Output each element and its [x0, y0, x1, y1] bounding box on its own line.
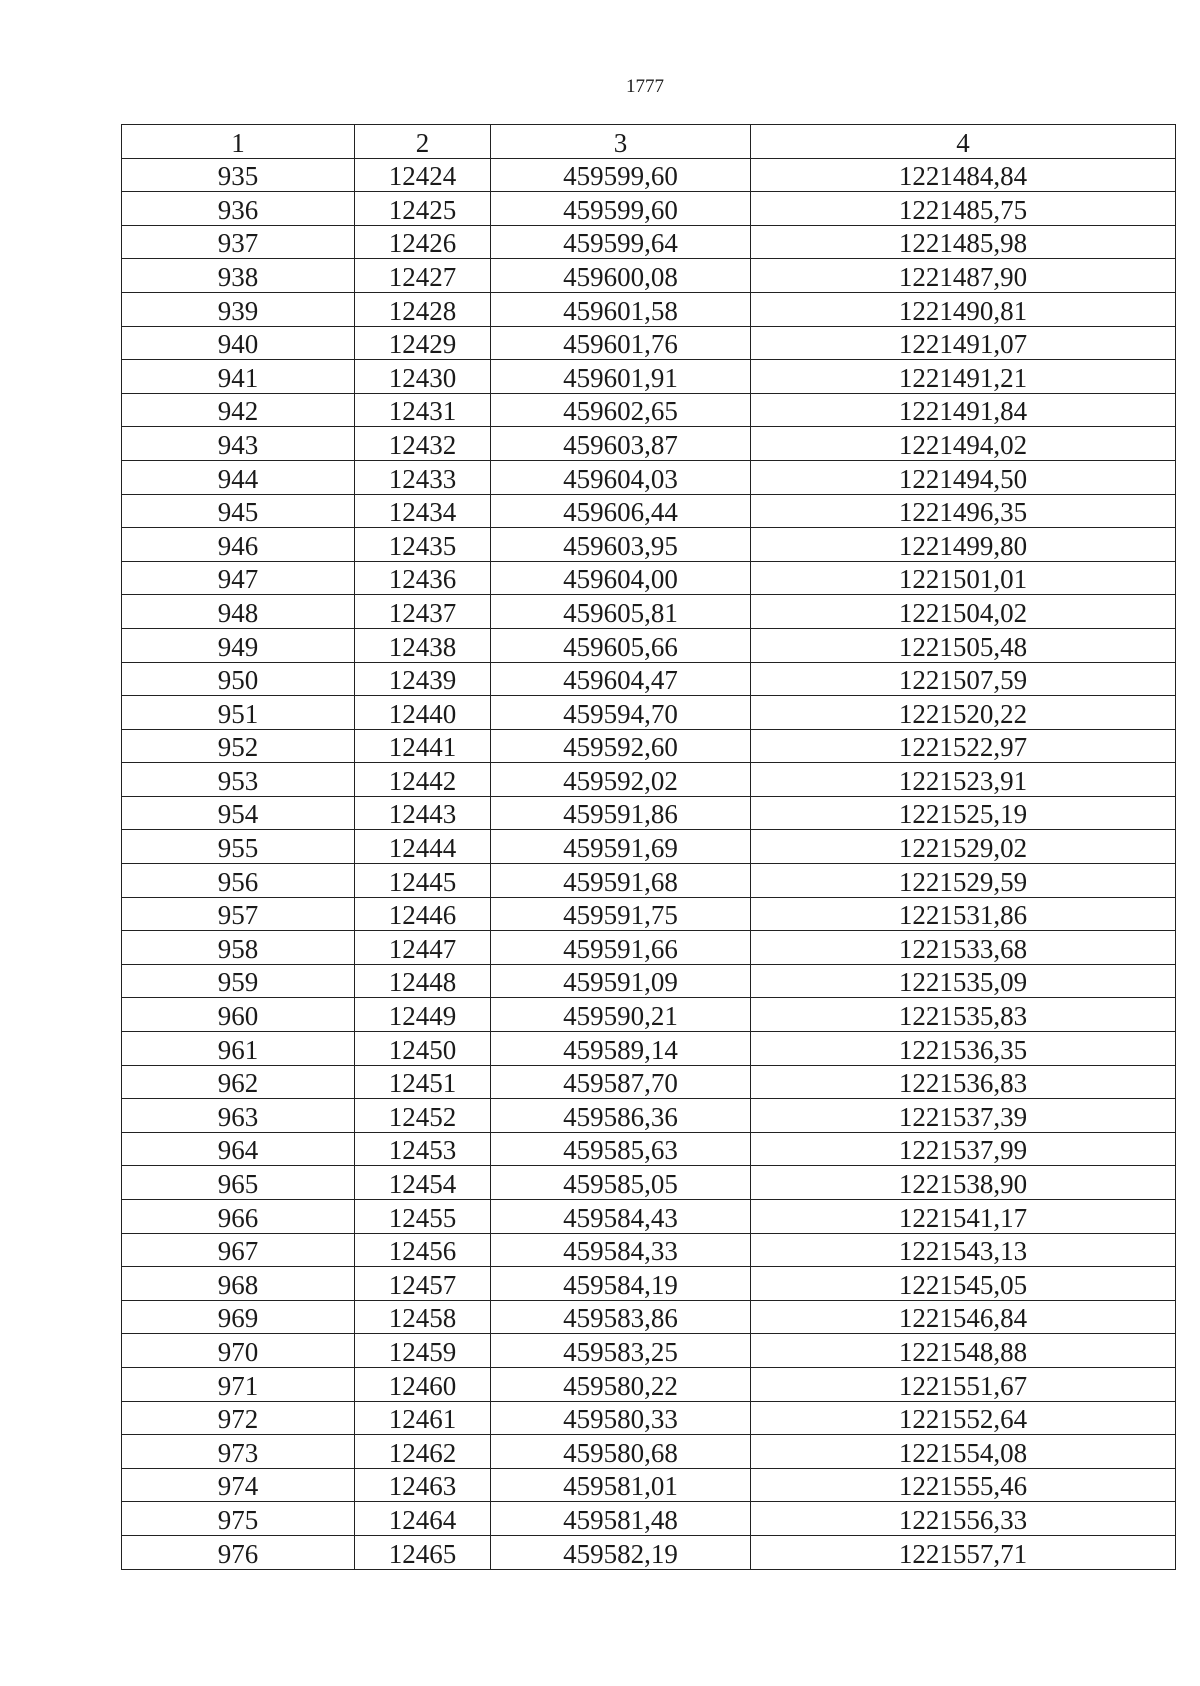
table-cell-col-3: 459606,44 — [491, 494, 751, 528]
table-cell-col-1: 953 — [122, 763, 355, 797]
table-row — [122, 729, 1176, 763]
table-row — [122, 259, 1176, 293]
table-cell-col-3: 459591,75 — [491, 897, 751, 931]
table-cell-col-4: 1221551,67 — [751, 1367, 1176, 1401]
table-cell-col-3: 459580,22 — [491, 1367, 751, 1401]
table-cell-col-2: 12440 — [355, 696, 491, 730]
table-row — [122, 763, 1176, 797]
table-cell-col-2: 12437 — [355, 595, 491, 629]
table-cell-col-1: 945 — [122, 494, 355, 528]
table-cell-col-4: 1221507,59 — [751, 662, 1176, 696]
table-row — [122, 1300, 1176, 1334]
table-cell-col-4: 1221525,19 — [751, 796, 1176, 830]
table-cell-col-4: 1221520,22 — [751, 696, 1176, 730]
table-cell-col-4: 1221536,83 — [751, 1065, 1176, 1099]
table-cell-col-1: 947 — [122, 561, 355, 595]
table-cell-col-2: 12463 — [355, 1468, 491, 1502]
column-header-4: 4 — [751, 125, 1176, 159]
table-cell-col-1: 973 — [122, 1435, 355, 1469]
table-cell-col-4: 1221533,68 — [751, 931, 1176, 965]
table-cell-col-2: 12456 — [355, 1233, 491, 1267]
table-cell-col-3: 459585,05 — [491, 1166, 751, 1200]
table-cell-col-3: 459603,95 — [491, 528, 751, 562]
table-cell-col-1: 958 — [122, 931, 355, 965]
page-number: 1777 — [626, 76, 664, 97]
table-cell-col-3: 459605,66 — [491, 628, 751, 662]
table-row — [122, 1435, 1176, 1469]
column-header-3: 3 — [491, 125, 751, 159]
table-cell-col-3: 459591,69 — [491, 830, 751, 864]
table-cell-col-3: 459601,91 — [491, 360, 751, 394]
table-cell-col-4: 1221537,99 — [751, 1132, 1176, 1166]
table-cell-col-2: 12435 — [355, 528, 491, 562]
table-cell-col-1: 946 — [122, 528, 355, 562]
table-cell-col-4: 1221554,08 — [751, 1435, 1176, 1469]
table-cell-col-4: 1221541,17 — [751, 1200, 1176, 1234]
table-cell-col-2: 12430 — [355, 360, 491, 394]
table-cell-col-1: 950 — [122, 662, 355, 696]
table-cell-col-2: 12446 — [355, 897, 491, 931]
table-cell-col-3: 459581,48 — [491, 1502, 751, 1536]
table-row — [122, 326, 1176, 360]
table-cell-col-1: 960 — [122, 998, 355, 1032]
table-cell-col-3: 459604,47 — [491, 662, 751, 696]
table-cell-col-1: 942 — [122, 393, 355, 427]
table-row — [122, 292, 1176, 326]
table-row — [122, 595, 1176, 629]
table-cell-col-3: 459600,08 — [491, 259, 751, 293]
table-cell-col-1: 955 — [122, 830, 355, 864]
table-cell-col-1: 968 — [122, 1267, 355, 1301]
table-cell-col-2: 12436 — [355, 561, 491, 595]
table-cell-col-4: 1221491,07 — [751, 326, 1176, 360]
table-row — [122, 158, 1176, 192]
table-cell-col-3: 459581,01 — [491, 1468, 751, 1502]
table-cell-col-3: 459587,70 — [491, 1065, 751, 1099]
table-cell-col-4: 1221522,97 — [751, 729, 1176, 763]
table-cell-col-1: 938 — [122, 259, 355, 293]
table-cell-col-2: 12452 — [355, 1099, 491, 1133]
table-cell-col-2: 12454 — [355, 1166, 491, 1200]
table-cell-col-1: 963 — [122, 1099, 355, 1133]
table-cell-col-3: 459591,09 — [491, 964, 751, 998]
table-cell-col-1: 941 — [122, 360, 355, 394]
table-cell-col-2: 12424 — [355, 158, 491, 192]
table-cell-col-4: 1221529,59 — [751, 864, 1176, 898]
table-cell-col-4: 1221494,50 — [751, 460, 1176, 494]
table-cell-col-3: 459584,43 — [491, 1200, 751, 1234]
table-cell-col-4: 1221535,09 — [751, 964, 1176, 998]
table-cell-col-1: 948 — [122, 595, 355, 629]
table-cell-col-2: 12448 — [355, 964, 491, 998]
table-row — [122, 897, 1176, 931]
table-cell-col-4: 1221485,98 — [751, 225, 1176, 259]
table-cell-col-1: 974 — [122, 1468, 355, 1502]
table-cell-col-2: 12428 — [355, 292, 491, 326]
table-cell-col-4: 1221487,90 — [751, 259, 1176, 293]
table-cell-col-3: 459592,02 — [491, 763, 751, 797]
table-cell-col-2: 12465 — [355, 1535, 491, 1569]
table-row — [122, 696, 1176, 730]
table-header-row — [122, 125, 1176, 159]
table-cell-col-3: 459586,36 — [491, 1099, 751, 1133]
table-cell-col-3: 459580,68 — [491, 1435, 751, 1469]
table-cell-col-2: 12429 — [355, 326, 491, 360]
table-cell-col-4: 1221499,80 — [751, 528, 1176, 562]
table-cell-col-2: 12461 — [355, 1401, 491, 1435]
table-cell-col-4: 1221505,48 — [751, 628, 1176, 662]
table-row — [122, 460, 1176, 494]
table-cell-col-3: 459583,86 — [491, 1300, 751, 1334]
table-cell-col-4: 1221536,35 — [751, 1032, 1176, 1066]
table-cell-col-4: 1221491,21 — [751, 360, 1176, 394]
table-cell-col-1: 957 — [122, 897, 355, 931]
table-row — [122, 561, 1176, 595]
table-row — [122, 628, 1176, 662]
table-row — [122, 1200, 1176, 1234]
table-cell-col-2: 12432 — [355, 427, 491, 461]
table-cell-col-1: 975 — [122, 1502, 355, 1536]
table-row — [122, 393, 1176, 427]
table-cell-col-1: 943 — [122, 427, 355, 461]
table-row — [122, 1065, 1176, 1099]
table-cell-col-1: 972 — [122, 1401, 355, 1435]
table-cell-col-3: 459592,60 — [491, 729, 751, 763]
table-cell-col-4: 1221546,84 — [751, 1300, 1176, 1334]
table-row — [122, 494, 1176, 528]
table-row — [122, 1166, 1176, 1200]
table-cell-col-3: 459591,86 — [491, 796, 751, 830]
table-row — [122, 1367, 1176, 1401]
table-cell-col-4: 1221548,88 — [751, 1334, 1176, 1368]
table-cell-col-3: 459599,64 — [491, 225, 751, 259]
table-cell-col-3: 459580,33 — [491, 1401, 751, 1435]
table-cell-col-2: 12455 — [355, 1200, 491, 1234]
table-cell-col-2: 12444 — [355, 830, 491, 864]
table-cell-col-4: 1221496,35 — [751, 494, 1176, 528]
table-cell-col-2: 12462 — [355, 1435, 491, 1469]
table-row — [122, 864, 1176, 898]
table-row — [122, 662, 1176, 696]
table-cell-col-3: 459605,81 — [491, 595, 751, 629]
table-cell-col-4: 1221537,39 — [751, 1099, 1176, 1133]
table-cell-col-4: 1221484,84 — [751, 158, 1176, 192]
table-cell-col-2: 12464 — [355, 1502, 491, 1536]
table-cell-col-3: 459584,19 — [491, 1267, 751, 1301]
table-cell-col-1: 937 — [122, 225, 355, 259]
table-row — [122, 1334, 1176, 1368]
table-row — [122, 931, 1176, 965]
table-cell-col-3: 459599,60 — [491, 192, 751, 226]
table-cell-col-3: 459582,19 — [491, 1535, 751, 1569]
table-cell-col-2: 12427 — [355, 259, 491, 293]
table-cell-col-2: 12450 — [355, 1032, 491, 1066]
table-cell-col-1: 961 — [122, 1032, 355, 1066]
table-row — [122, 1535, 1176, 1569]
table-cell-col-1: 959 — [122, 964, 355, 998]
table-row — [122, 796, 1176, 830]
table-cell-col-2: 12453 — [355, 1132, 491, 1166]
table-cell-col-3: 459602,65 — [491, 393, 751, 427]
table-cell-col-2: 12451 — [355, 1065, 491, 1099]
table-cell-col-1: 940 — [122, 326, 355, 360]
table-row — [122, 1267, 1176, 1301]
table-row — [122, 830, 1176, 864]
table-cell-col-1: 976 — [122, 1535, 355, 1569]
table-cell-col-3: 459599,60 — [491, 158, 751, 192]
table-cell-col-2: 12445 — [355, 864, 491, 898]
table-row — [122, 1233, 1176, 1267]
table-cell-col-2: 12431 — [355, 393, 491, 427]
table-cell-col-3: 459603,87 — [491, 427, 751, 461]
table-body — [122, 158, 1176, 1569]
table-cell-col-2: 12449 — [355, 998, 491, 1032]
table-cell-col-2: 12459 — [355, 1334, 491, 1368]
table-cell-col-1: 951 — [122, 696, 355, 730]
table-cell-col-1: 956 — [122, 864, 355, 898]
table-cell-col-4: 1221545,05 — [751, 1267, 1176, 1301]
table-cell-col-2: 12443 — [355, 796, 491, 830]
table-cell-col-4: 1221485,75 — [751, 192, 1176, 226]
table-cell-col-3: 459591,66 — [491, 931, 751, 965]
table-cell-col-2: 12438 — [355, 628, 491, 662]
column-header-1: 1 — [122, 125, 355, 159]
table-cell-col-4: 1221555,46 — [751, 1468, 1176, 1502]
table-cell-col-1: 970 — [122, 1334, 355, 1368]
table-cell-col-2: 12433 — [355, 460, 491, 494]
table-cell-col-1: 935 — [122, 158, 355, 192]
table-cell-col-2: 12425 — [355, 192, 491, 226]
table-cell-col-3: 459589,14 — [491, 1032, 751, 1066]
table-row — [122, 964, 1176, 998]
table-cell-col-1: 964 — [122, 1132, 355, 1166]
table-cell-col-4: 1221543,13 — [751, 1233, 1176, 1267]
table-cell-col-3: 459594,70 — [491, 696, 751, 730]
table-cell-col-4: 1221504,02 — [751, 595, 1176, 629]
table-cell-col-1: 954 — [122, 796, 355, 830]
table-cell-col-3: 459601,58 — [491, 292, 751, 326]
table-cell-col-2: 12426 — [355, 225, 491, 259]
table-cell-col-3: 459585,63 — [491, 1132, 751, 1166]
table-cell-col-1: 969 — [122, 1300, 355, 1334]
table-cell-col-4: 1221552,64 — [751, 1401, 1176, 1435]
table-cell-col-3: 459584,33 — [491, 1233, 751, 1267]
table-row — [122, 1032, 1176, 1066]
table-cell-col-3: 459604,03 — [491, 460, 751, 494]
table-cell-col-4: 1221523,91 — [751, 763, 1176, 797]
table-cell-col-4: 1221494,02 — [751, 427, 1176, 461]
table-cell-col-1: 944 — [122, 460, 355, 494]
table-cell-col-1: 952 — [122, 729, 355, 763]
table-cell-col-1: 949 — [122, 628, 355, 662]
table-cell-col-2: 12442 — [355, 763, 491, 797]
table-row — [122, 1099, 1176, 1133]
table-cell-col-3: 459601,76 — [491, 326, 751, 360]
table-cell-col-3: 459583,25 — [491, 1334, 751, 1368]
table-cell-col-4: 1221490,81 — [751, 292, 1176, 326]
table-cell-col-4: 1221557,71 — [751, 1535, 1176, 1569]
table-row — [122, 360, 1176, 394]
table-row — [122, 225, 1176, 259]
table-row — [122, 1502, 1176, 1536]
table-row — [122, 427, 1176, 461]
table-row — [122, 192, 1176, 226]
table-cell-col-2: 12434 — [355, 494, 491, 528]
table-cell-col-1: 967 — [122, 1233, 355, 1267]
table-cell-col-1: 939 — [122, 292, 355, 326]
table-cell-col-3: 459590,21 — [491, 998, 751, 1032]
table-cell-col-1: 971 — [122, 1367, 355, 1401]
table-cell-col-2: 12458 — [355, 1300, 491, 1334]
table-row — [122, 1468, 1176, 1502]
table-row — [122, 1132, 1176, 1166]
column-header-2: 2 — [355, 125, 491, 159]
table-cell-col-1: 936 — [122, 192, 355, 226]
table-cell-col-4: 1221529,02 — [751, 830, 1176, 864]
table-cell-col-4: 1221531,86 — [751, 897, 1176, 931]
table-cell-col-4: 1221538,90 — [751, 1166, 1176, 1200]
table-row — [122, 1401, 1176, 1435]
table-row — [122, 998, 1176, 1032]
table-cell-col-1: 965 — [122, 1166, 355, 1200]
table-cell-col-4: 1221501,01 — [751, 561, 1176, 595]
table-cell-col-4: 1221556,33 — [751, 1502, 1176, 1536]
table-cell-col-2: 12447 — [355, 931, 491, 965]
table-row — [122, 528, 1176, 562]
table-cell-col-2: 12457 — [355, 1267, 491, 1301]
coordinates-table — [121, 124, 1176, 1570]
table-cell-col-4: 1221535,83 — [751, 998, 1176, 1032]
table-cell-col-2: 12441 — [355, 729, 491, 763]
table-cell-col-1: 966 — [122, 1200, 355, 1234]
table-cell-col-2: 12439 — [355, 662, 491, 696]
table-cell-col-4: 1221491,84 — [751, 393, 1176, 427]
table-cell-col-3: 459604,00 — [491, 561, 751, 595]
table-cell-col-2: 12460 — [355, 1367, 491, 1401]
table-cell-col-1: 962 — [122, 1065, 355, 1099]
table-cell-col-3: 459591,68 — [491, 864, 751, 898]
